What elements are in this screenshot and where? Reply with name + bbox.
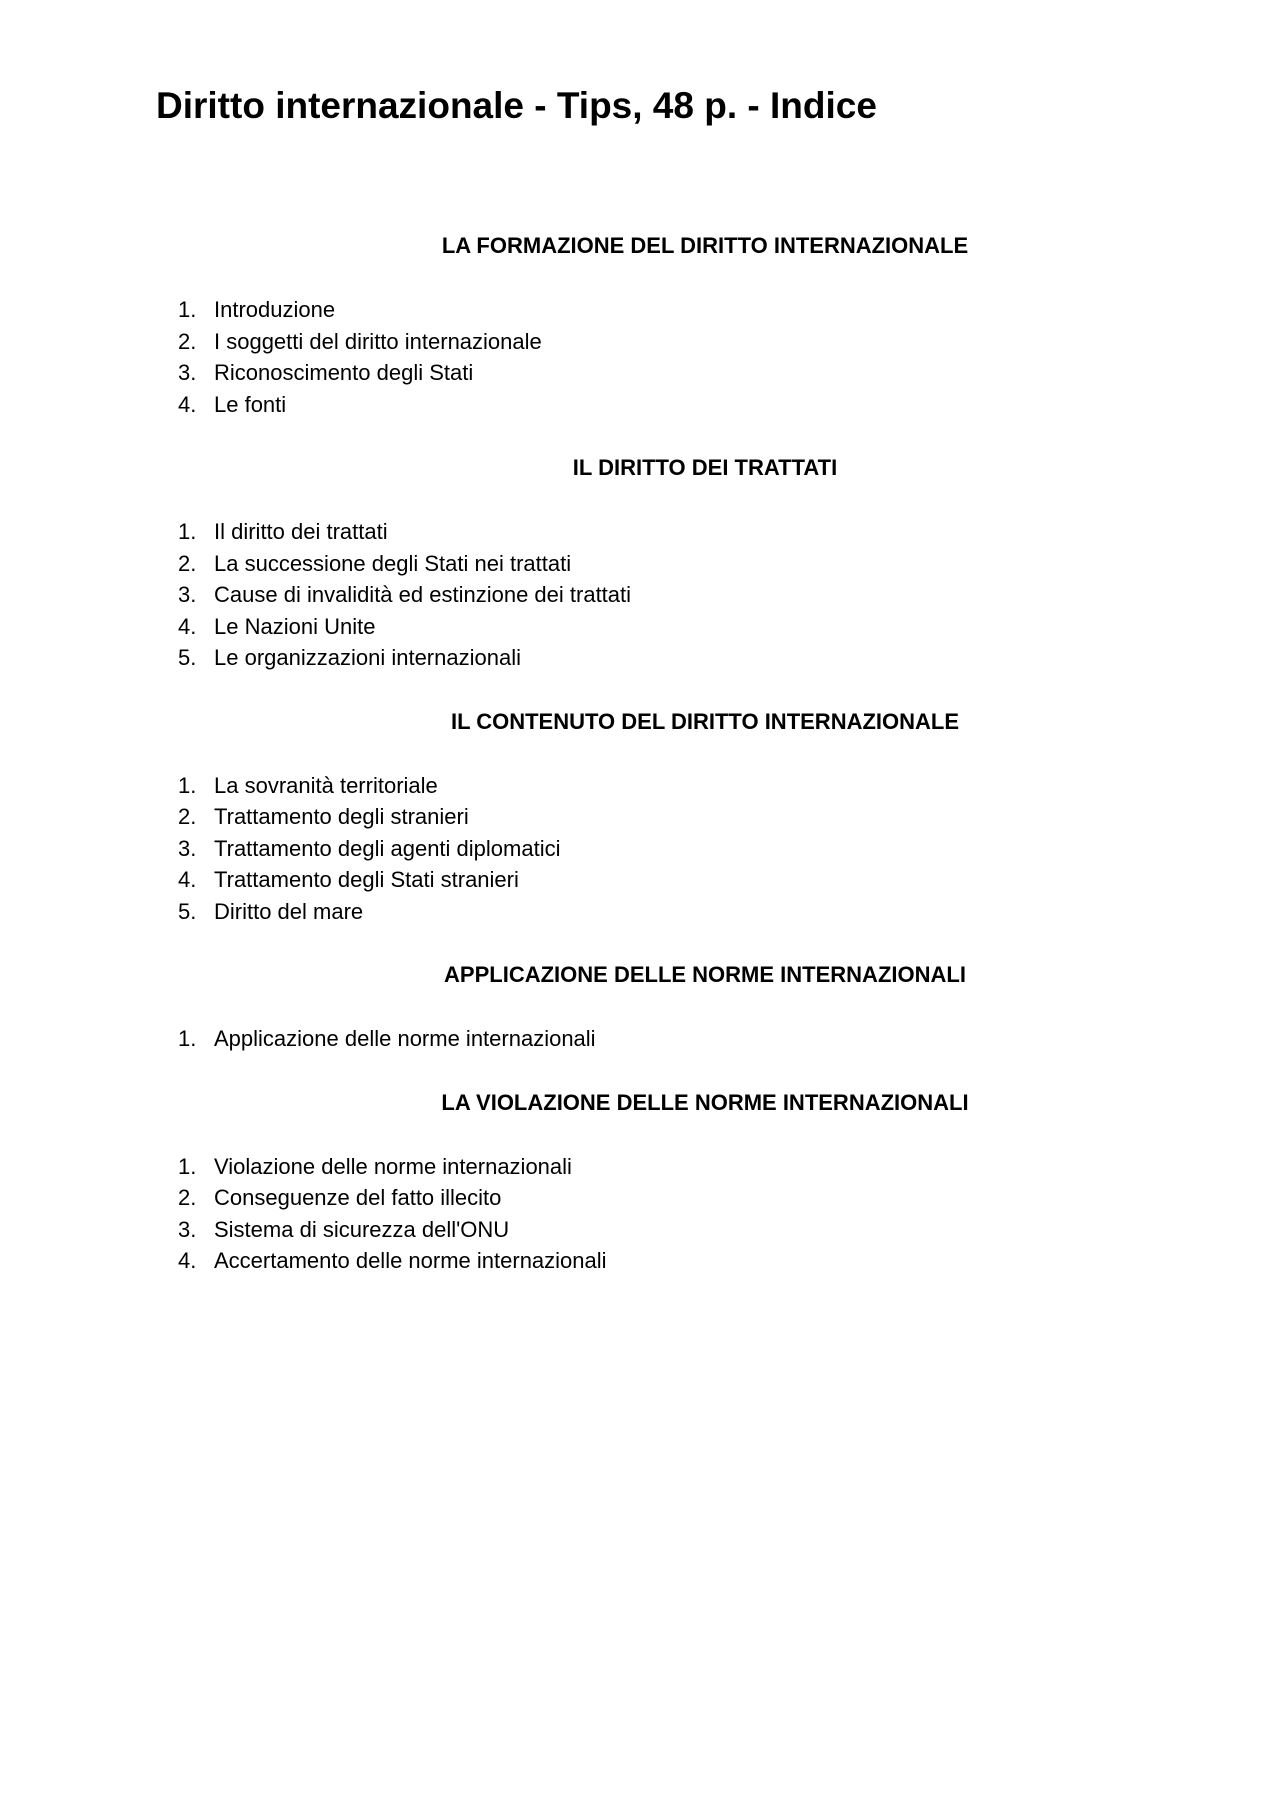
item-number: 3. [178,582,197,607]
list-item [0,389,1280,421]
item-number: 3. [178,1216,197,1242]
list-item [0,1245,1280,1277]
list-item [0,326,1280,358]
toc-section [0,230,1280,420]
item-label: Trattamento degli stranieri [214,804,469,829]
list-item [0,548,1280,580]
item-number: 2. [178,804,197,829]
item-number: 1. [178,772,197,798]
list-item [0,1182,1280,1214]
section-heading: IL CONTENUTO DEL DIRITTO INTERNAZIONALE [450,708,960,734]
list-item [0,864,1280,896]
item-number: 5. [178,898,197,924]
section-item-list [0,770,1280,928]
toc-section [0,1087,1280,1277]
item-number: 1. [178,1026,197,1051]
toc-section [0,959,1280,1055]
list-item [0,801,1280,833]
item-label: Le fonti [214,391,287,417]
item-number: 4. [178,613,197,639]
list-item [0,1023,1280,1055]
item-label: Violazione delle norme internazionali [214,1153,572,1179]
item-label: Le Nazioni Unite [214,613,376,639]
document-title: Diritto internazionale - Tips, 48 p. - Indice [156,85,877,126]
list-item [0,579,1280,611]
item-label: La sovranità territoriale [214,772,438,798]
item-label: I soggetti del diritto internazionale [214,328,542,354]
toc-section [0,706,1280,928]
item-label: Cause di invalidità ed estinzione dei trattati [214,582,632,607]
section-item-list [0,516,1280,674]
item-number: 5. [178,645,197,670]
section-heading: IL DIRITTO DEI TRATTATI [572,455,838,480]
item-number: 4. [178,867,197,892]
item-number: 2. [178,328,197,354]
item-label: Riconoscimento degli Stati [214,360,474,385]
item-number: 4. [178,391,197,417]
section-item-list [0,294,1280,420]
list-item [0,611,1280,643]
list-item [0,1214,1280,1246]
item-number: 2. [178,1185,197,1210]
section-heading: LA VIOLAZIONE DELLE NORME INTERNAZIONALI [441,1089,969,1115]
table-of-contents [0,230,1280,1309]
item-label: Introduzione [214,297,336,322]
item-label: Trattamento degli Stati stranieri [214,867,519,892]
item-number: 1. [178,1153,197,1179]
toc-section [0,452,1280,674]
item-label: Conseguenze del fatto illecito [214,1185,502,1210]
item-number: 1. [178,519,197,544]
list-item [0,833,1280,865]
item-label: Il diritto dei trattati [214,519,388,544]
item-number: 1. [178,297,197,322]
item-number: 4. [178,1248,197,1273]
section-item-list [0,1151,1280,1277]
item-label: Accertamento delle norme internazionali [214,1248,607,1273]
item-label: La successione degli Stati nei trattati [214,550,572,576]
item-label: Sistema di sicurezza dell'ONU [214,1216,510,1242]
item-label: Trattamento degli agenti diplomatici [214,835,561,861]
item-number: 3. [178,360,197,385]
list-item [0,294,1280,326]
section-heading: LA FORMAZIONE DEL DIRITTO INTERNAZIONALE [441,233,969,258]
list-item [0,642,1280,674]
item-number: 2. [178,550,197,576]
item-number: 3. [178,835,197,861]
item-label: Diritto del mare [214,898,364,924]
list-item [0,896,1280,928]
list-item [0,770,1280,802]
list-item [0,357,1280,389]
list-item [0,1151,1280,1183]
list-item [0,516,1280,548]
item-label: Le organizzazioni internazionali [214,645,521,670]
item-label: Applicazione delle norme internazionali [214,1026,596,1051]
section-item-list [0,1023,1280,1055]
section-heading: APPLICAZIONE DELLE NORME INTERNAZIONALI [444,962,966,987]
